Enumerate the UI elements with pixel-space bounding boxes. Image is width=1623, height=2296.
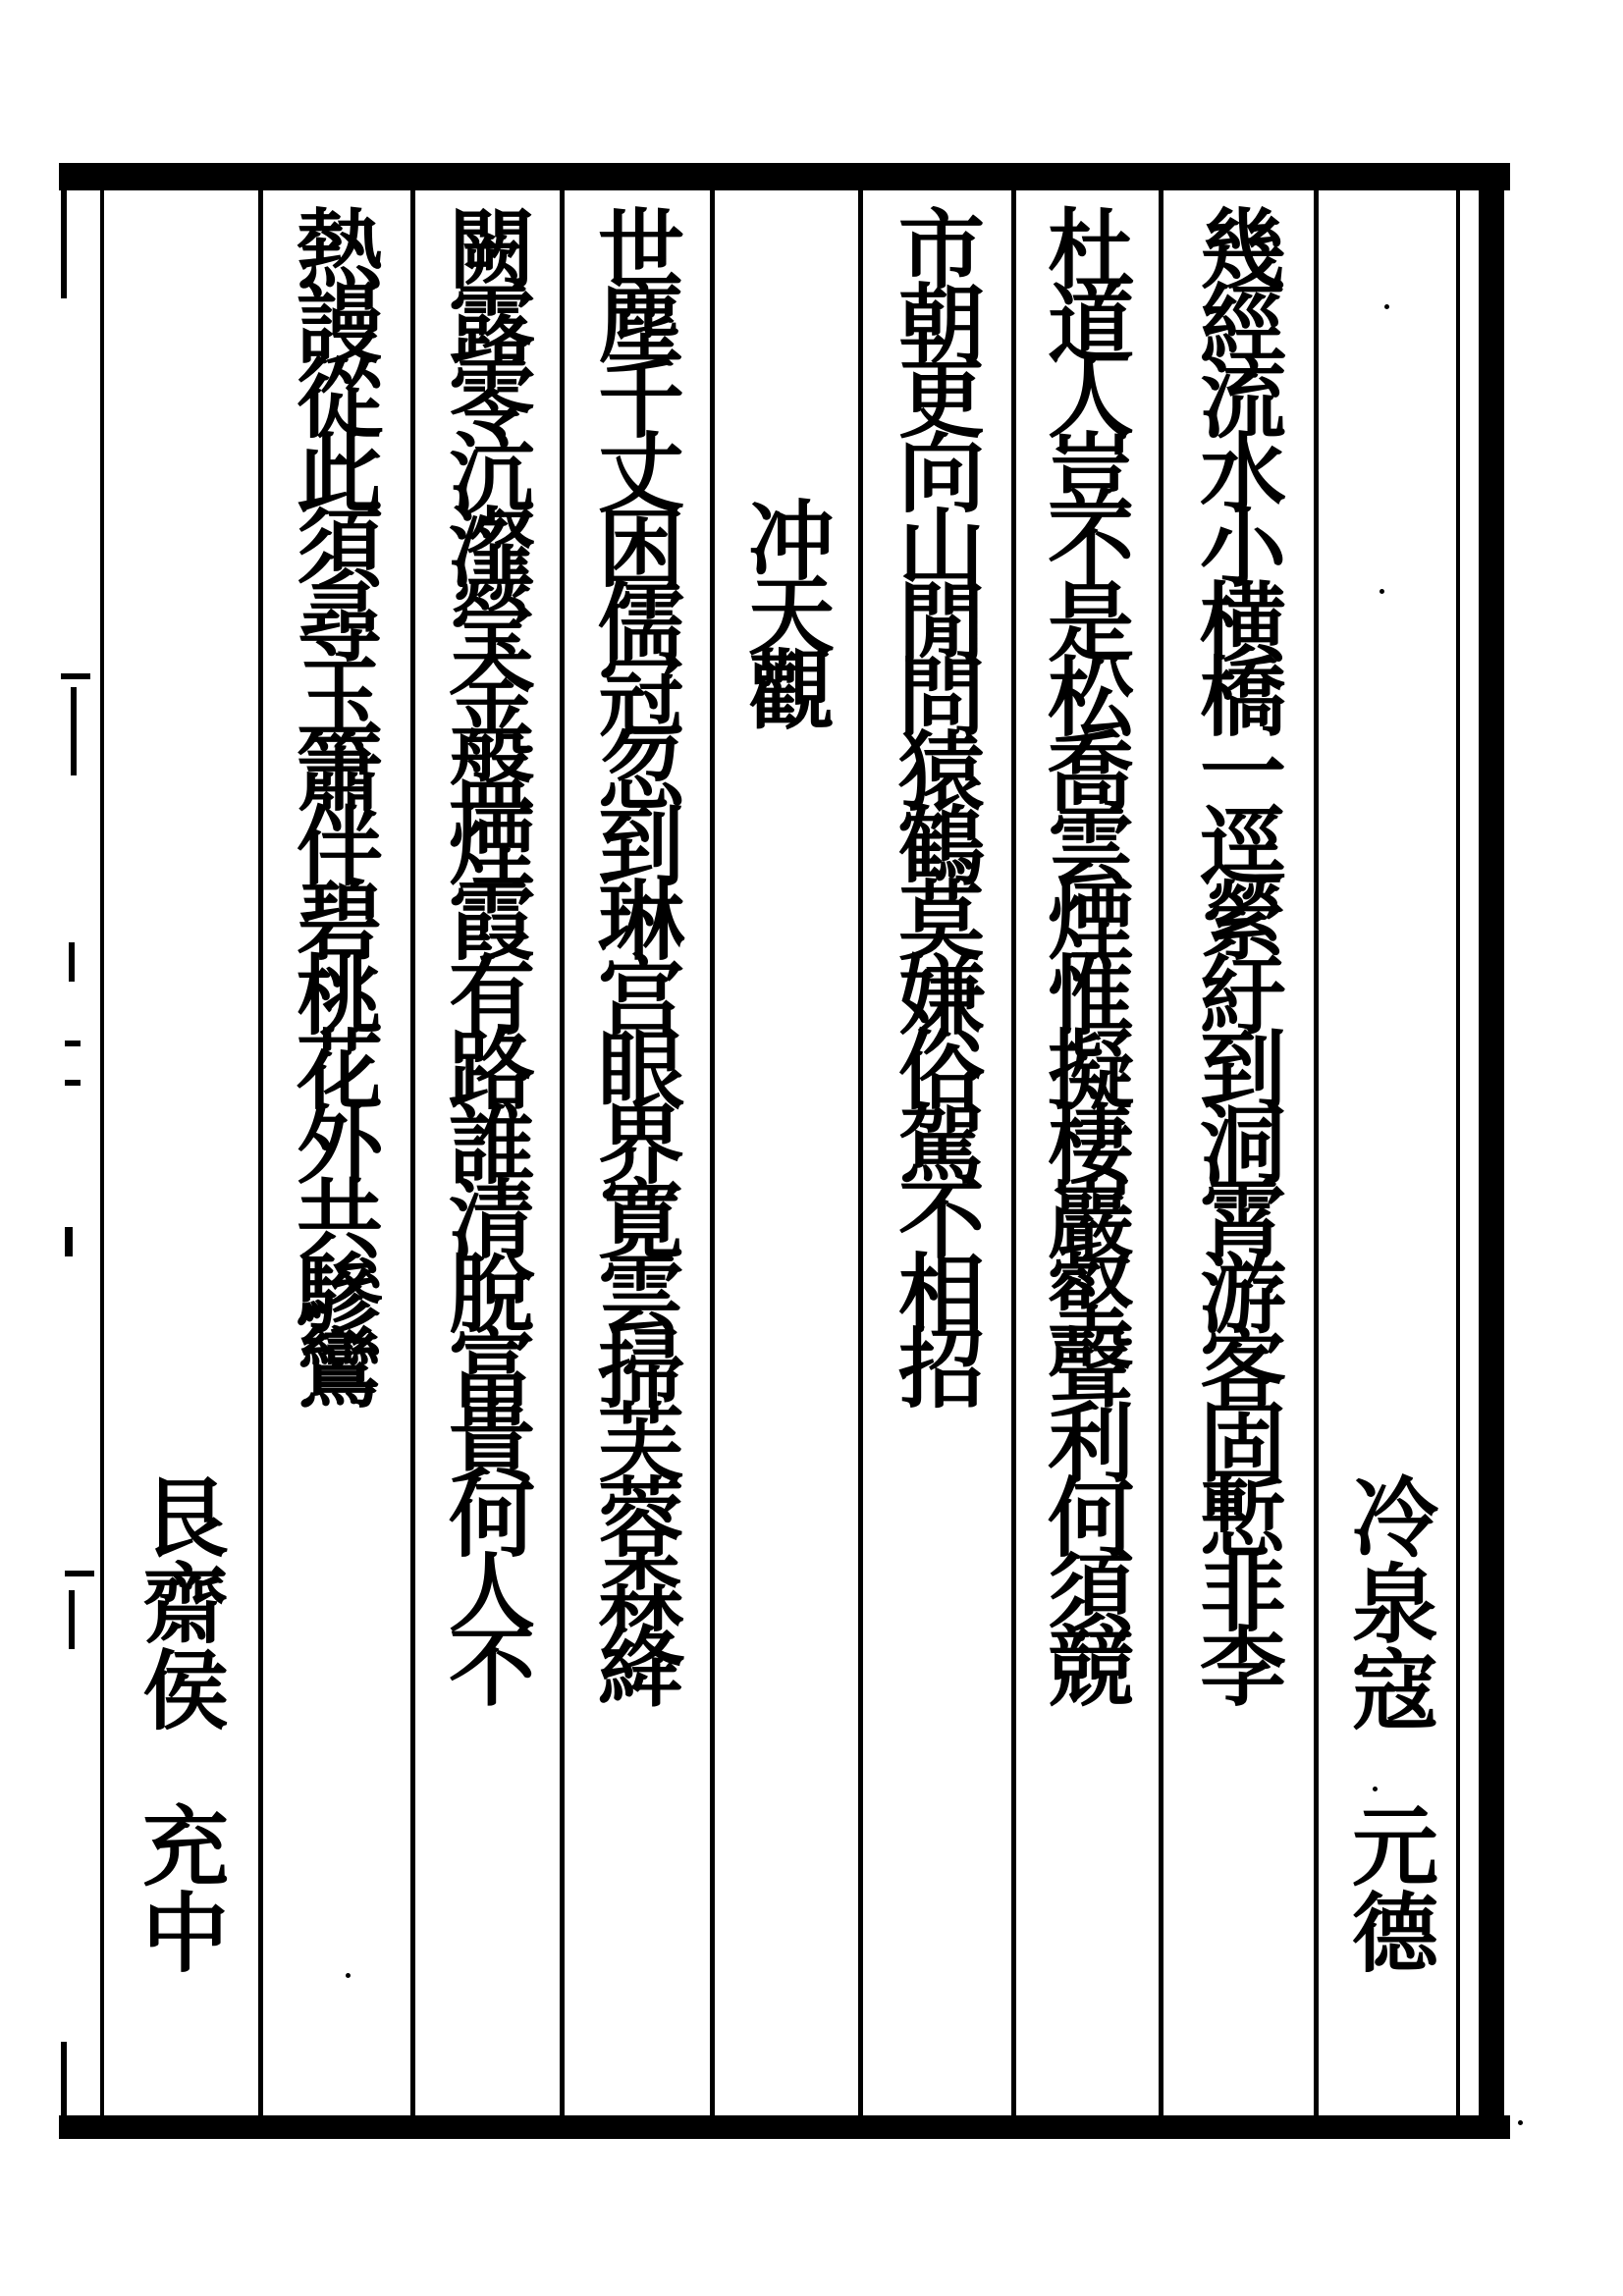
column-text: 元德	[1338, 1801, 1440, 1974]
frame-bottom-border	[59, 2115, 1510, 2139]
column-text: 冲天觀	[734, 496, 837, 720]
frame-left-border	[100, 187, 104, 2115]
gutter-mark	[69, 942, 75, 982]
column-text: 闕露零沆瀣瑩金盤煙霞有路誰清脫富貴何人不	[435, 204, 537, 1696]
frame-right-border	[1479, 163, 1504, 2139]
column-text: 艮齋侯	[129, 1472, 231, 1732]
column-rule	[710, 187, 715, 2115]
gutter-mark	[65, 1227, 73, 1256]
column-rule	[1011, 187, 1016, 2115]
gutter-mark	[69, 1590, 75, 1649]
poem-column	[280, 204, 388, 1398]
column-rule	[258, 187, 263, 2115]
gutter-mark	[61, 190, 67, 298]
ink-speck	[1373, 1787, 1378, 1791]
column-text: 世塵千丈困儒冠忽到琳宫眼界寛雲掃芙蓉森絳	[584, 204, 686, 1696]
column-text: 幾經流水小横橋一逕縈紆到洞霄游客固慙非李	[1186, 204, 1288, 1696]
column-rule	[410, 187, 415, 2115]
author-chongzhong	[126, 1801, 234, 1974]
gutter-mark	[65, 1041, 81, 1046]
poem-column	[432, 204, 540, 1696]
frame-top-border	[59, 163, 1510, 190]
poem-title-lengquankou	[1335, 1472, 1443, 1732]
ink-speck	[1384, 304, 1389, 309]
ink-speck	[1518, 2120, 1523, 2125]
column-rule	[1314, 187, 1319, 2115]
column-rule	[560, 187, 565, 2115]
gutter-mark	[65, 1571, 94, 1576]
column-text: 冷泉寇	[1338, 1472, 1440, 1732]
gutter-mark	[61, 2042, 67, 2115]
poem-column	[882, 204, 990, 1398]
author-genzhaihou	[126, 1472, 234, 1732]
column-text: 市朝更向山閒問猿鶴莫嫌俗駕不相招	[885, 204, 987, 1398]
column-rule	[858, 187, 863, 2115]
ink-speck	[1380, 589, 1384, 594]
author-yuande	[1335, 1801, 1443, 1974]
ink-speck	[346, 1973, 351, 1978]
poem-column	[1031, 204, 1139, 1696]
poem-title-chongtianguan	[731, 496, 839, 720]
gutter-mark	[71, 687, 77, 775]
gutter-mark	[61, 673, 90, 679]
column-text: 杜道人豈不是松喬雲煙惟擬棲巖壑聲利何須競	[1034, 204, 1136, 1696]
column-text: 熱謾從此須尋玉簫伴碧桃花外共驂鸞	[283, 204, 385, 1398]
column-rule	[1159, 187, 1163, 2115]
poem-column	[1183, 204, 1291, 1696]
column-text: 充中	[129, 1801, 231, 1974]
frame-right-inner-border	[1456, 187, 1460, 2115]
gutter-mark	[65, 1080, 81, 1086]
poem-column	[581, 204, 689, 1696]
